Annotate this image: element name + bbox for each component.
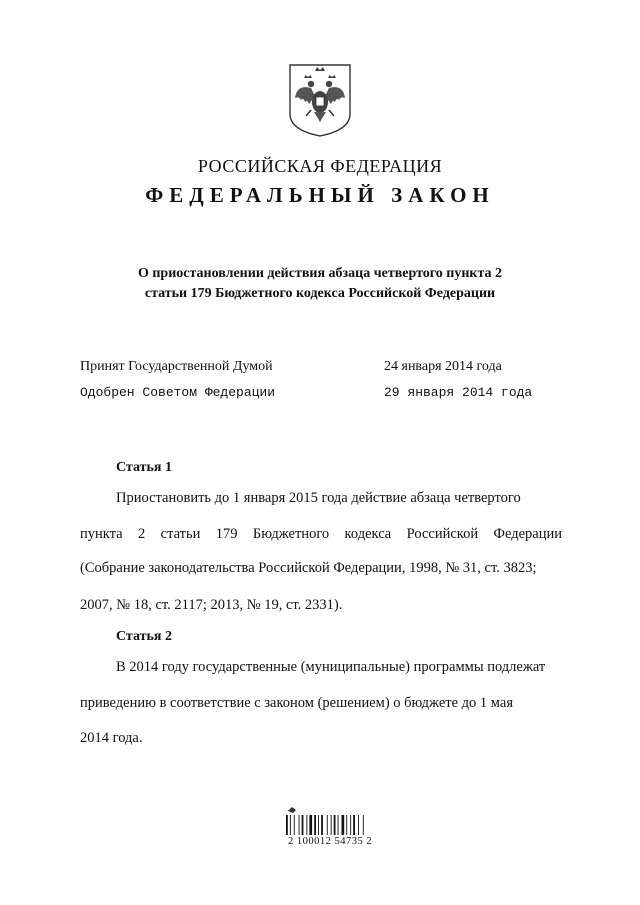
coat-of-arms-icon bbox=[287, 62, 353, 138]
article-1-text-line: (Собрание законодательства Российской Федерации, 1998, № 31, ст. 3823; bbox=[80, 560, 537, 576]
article-2-heading: Статья 2 bbox=[116, 629, 172, 644]
duma-label: Принят Государственной Думой bbox=[80, 359, 273, 374]
country-name: РОССИЙСКАЯ ФЕДЕРАЦИЯ bbox=[197, 156, 443, 176]
law-title-line: О приостановлении действия абзаца четвертого пункта 2 bbox=[137, 266, 503, 281]
document-type: ФЕДЕРАЛЬНЫЙ ЗАКОН bbox=[145, 183, 495, 207]
council-label: Одобрен Советом Федерации bbox=[80, 385, 276, 400]
article-1-text-line: пункта 2 статьи 179 Бюджетного кодекса Российской Федерации bbox=[80, 526, 562, 542]
barcode-icon bbox=[280, 805, 370, 865]
barcode-number: 2 100012 54735 2 bbox=[287, 836, 373, 847]
article-1-text-line: 2007, № 18, ст. 2117; 2013, № 19, ст. 2331). bbox=[80, 597, 343, 613]
article-2-text-line: В 2014 году государственные (муниципальные) программы подлежат bbox=[116, 659, 546, 675]
duma-date: 24 января 2014 года bbox=[384, 359, 502, 374]
article-1-text-line: Приостановить до 1 января 2015 года действие абзаца четвертого bbox=[116, 490, 521, 506]
article-1-heading: Статья 1 bbox=[116, 460, 172, 475]
article-2-text-line: 2014 года. bbox=[80, 730, 143, 746]
law-title bbox=[0, 264, 640, 304]
council-date: 29 января 2014 года bbox=[384, 385, 533, 400]
article-2-text-line: приведению в соответствие с законом (решением) о бюджете до 1 мая bbox=[80, 695, 513, 711]
law-title-line: статьи 179 Бюджетного кодекса Российской Федерации bbox=[144, 286, 496, 301]
